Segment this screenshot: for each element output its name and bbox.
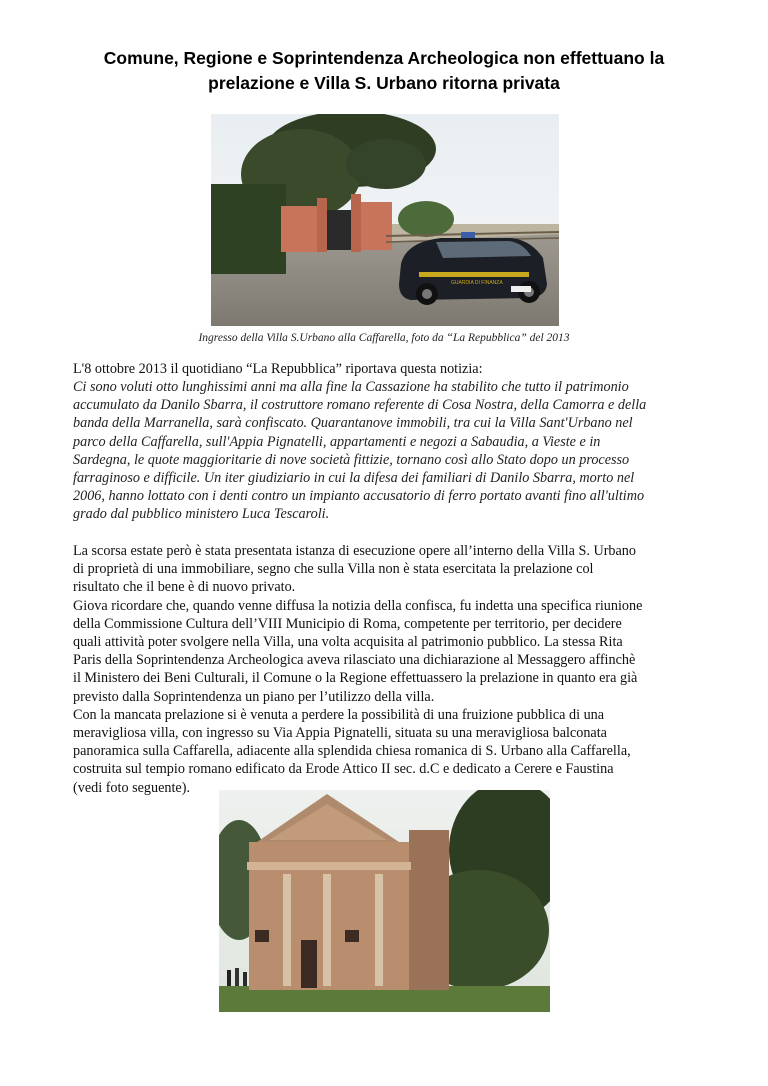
photo-caption: Ingresso della Villa S.Urbano alla Caffarella, foto da “La Repubblica” del 2013 bbox=[198, 332, 570, 344]
body-line: (vedi foto seguente). bbox=[73, 779, 191, 796]
body-line: risultato che il bene è di nuovo privato. bbox=[73, 579, 296, 596]
quote-line: Ci sono voluti otto lunghissimi anni ma alla fine la Cassazione ha stabilito che tutto il patrimonio bbox=[73, 379, 629, 395]
page-title bbox=[60, 46, 708, 96]
intro-line: L'8 ottobre 2013 il quotidiano “La Repubblica” riportava questa notizia: bbox=[73, 361, 483, 377]
newspaper-quote bbox=[73, 378, 703, 524]
body-line: La scorsa estate però è stata presentata istanza di esecuzione opere all’interno della Villa S. Urbano bbox=[73, 543, 636, 559]
body-line: Giova ricordare che, quando venne diffusa la notizia della confisca, fu indetta una specifica riunione bbox=[73, 597, 643, 614]
quote-line: 2006, hanno lottato con i denti contro un impianto accusatorio di ferro portato avanti fino all'ultimo bbox=[73, 488, 645, 505]
car-text: GUARDIA DI FINANZA bbox=[451, 280, 503, 286]
body-paragraphs bbox=[73, 542, 703, 797]
quote-line: accumulato da Danilo Sbarra, il costruttore romano referente di Cosa Nostra, della Camorra e della bbox=[73, 397, 647, 414]
body-line: della Commissione Cultura dell’VIII Municipio di Roma, competente per territorio, per decidere bbox=[73, 615, 622, 632]
villa-entrance-photo bbox=[211, 114, 559, 326]
quote-line: farraginoso e difficile. Un iter giudiziario in cui la difesa dei familiari di Danilo Sbarra, morto nel bbox=[73, 470, 635, 487]
body-line: quali attività poter svolgere nella Villa, una volta acquisita al patrimonio pubblico. La stessa Rita bbox=[73, 634, 623, 651]
body-line: Con la mancata prelazione si è venuta a perdere la possibilità di una fruizione pubblica di una bbox=[73, 706, 605, 723]
body-line: di proprietà di una immobiliare, segno che sulla Villa non è stata esercitata la prelazione col bbox=[73, 561, 594, 578]
body-line: previsto dalla Soprintendenza un piano per l’utilizzo della villa. bbox=[73, 688, 435, 705]
quote-line: parco della Caffarella, sull'Appia Pignatelli, appartamenti e negozi a Sabaudia, a Vieste e in bbox=[73, 433, 601, 450]
quote-line: Sardegna, le quote maggioritarie di nove società fittizie, tornano così allo Stato dopo un processo bbox=[73, 451, 630, 468]
body-line: costruita sul tempio romano edificato da Erode Attico II sec. d.C e dedicato a Cerere e Faustina bbox=[73, 761, 614, 778]
body-line: panoramica sulla Caffarella, adiacente alla splendida chiesa romanica di S. Urbano alla Caffarella, bbox=[73, 743, 631, 760]
body-line: Paris della Soprintendenza Archeologica aveva rilasciato una dichiarazione al Messaggero affinchè bbox=[73, 652, 636, 669]
title-line-1: Comune, Regione e Soprintendenza Archeologica non effettuano la bbox=[103, 48, 665, 68]
body-line: il Ministero dei Beni Culturali, il Comune o la Regione effettuassero la prelazione in quanto era già bbox=[73, 670, 638, 687]
church-photo bbox=[219, 790, 550, 1012]
title-line-2: prelazione e Villa S. Urbano ritorna privata bbox=[208, 73, 560, 93]
quote-line: banda della Marranella, sarà confiscato. Quarantanove immobili, tra cui la Villa Sant'Urbano nel bbox=[73, 415, 633, 432]
body-line: meravigliosa villa, con ingresso su Via Appia Pignatelli, situata su una meravigliosa balconata bbox=[73, 725, 607, 742]
quote-line: grado dal pubblico ministero Luca Tescaroli. bbox=[73, 506, 330, 523]
